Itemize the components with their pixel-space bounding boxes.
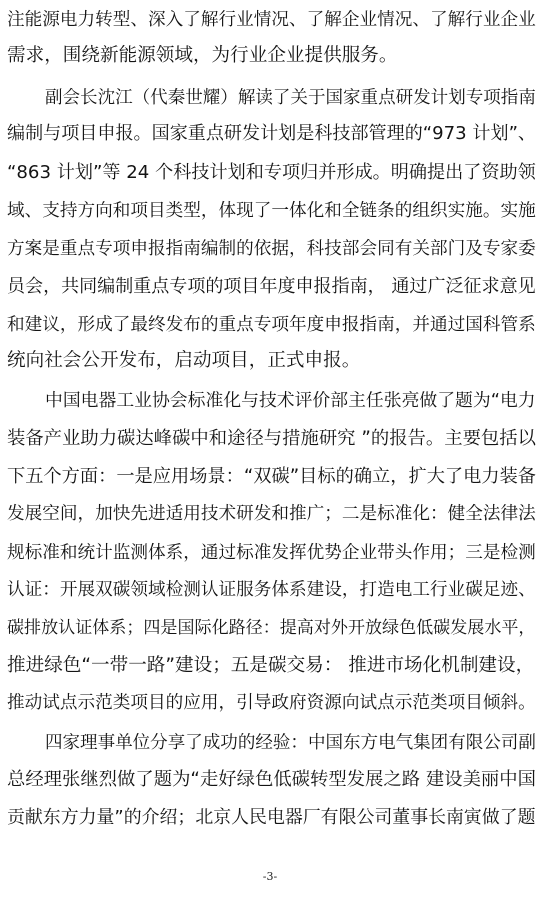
text-line: 副会长沈江（代秦世耀）解读了关于国家重点研发计划专项指南 xyxy=(45,88,536,108)
text-line: 贡献东方力量”的介绍；北京人民电器厂有限公司董事长南寅做了题 xyxy=(7,807,536,828)
text-line: 碳排放认证体系；四是国际化路径：提高对外开放绿色低碳发展水平， xyxy=(7,618,536,638)
text-line: 统向社会公开发布，启动项目，正式申报。 xyxy=(7,350,361,371)
text-line: 认证：开展双碳领域检测认证服务体系建设，打造电工行业碳足迹、 xyxy=(7,580,536,600)
text-line: 下五个方面：一是应用场景：“双碳”目标的确立，扩大了电力装备 xyxy=(7,466,537,487)
text-line: 规标准和统计监测体系，通过标准发挥优势企业带头作用；三是检测 xyxy=(7,543,536,563)
page-number: -3- xyxy=(262,870,278,883)
text-line: 中国电器工业协会标准化与技术评价部主任张亮做了题为“电力 xyxy=(45,390,536,411)
text-line: 装备产业助力碳达峰碳中和途径与措施研究 ”的报告。主要包括以 xyxy=(7,428,536,449)
text-line: 四家理事单位分享了成功的经验：中国东方电气集团有限公司副 xyxy=(45,733,536,753)
text-line: 总经理张继烈做了题为“走好绿色低碳转型发展之路 建设美丽中国 xyxy=(7,769,536,790)
text-line: 员会，共同编制重点专项的项目年度申报指南， 通过广泛征求意见 xyxy=(7,276,536,297)
text-line: 方案是重点专项申报指南编制的依据，科技部会同有关部门及专家委 xyxy=(7,239,536,259)
text-line: 需求，围绕新能源领域，为行业企业提供服务。 xyxy=(7,45,398,66)
text-line: 发展空间，加快先进适用技术研发和推广；二是标准化：健全法律法 xyxy=(7,504,536,524)
text-line: 推动试点示范类项目的应用，引导政府资源向试点示范类项目倾斜。 xyxy=(7,693,536,713)
text-line: 编制与项目申报。国家重点研发计划是科技部管理的“973 计划”、 xyxy=(7,123,537,144)
text-line: “863 计划”等 24 个科技计划和专项归并形成。明确提出了资助领 xyxy=(7,162,536,183)
text-line: 推进绿色“一带一路”建设；五是碳交易： 推进市场化机制建设， xyxy=(7,655,535,676)
text-line: 注能源电力转型、深入了解行业情况、了解企业情况、了解行业企业 xyxy=(7,10,536,30)
text-line: 和建议，形成了最终发布的重点专项年度申报指南，并通过国科管系 xyxy=(7,315,536,335)
text-line: 域、支持方向和项目类型，体现了一体化和全链条的组织实施。实施 xyxy=(7,201,536,221)
